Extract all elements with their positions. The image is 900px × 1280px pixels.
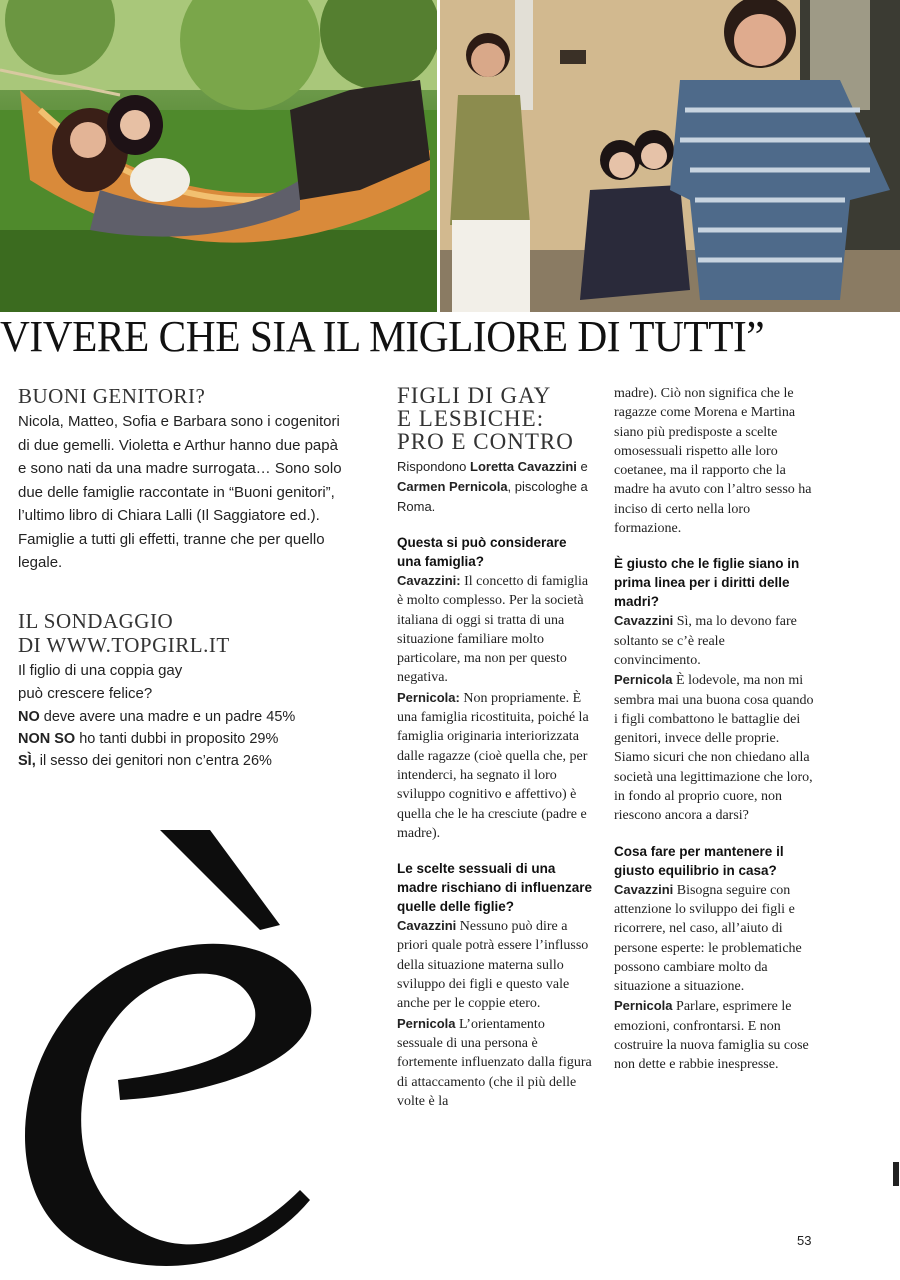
answer-3-pernicola: Pernicola È lodevole, ma non mi sembra mai una buona cosa quando i figli combattono le battaglie dei genitori, invece delle proprie. Siamo sicuri che non chiedano alla società una legittimazione che loro, in fondo al proprio cuore, non riescono ancora a darsi? — [614, 672, 814, 824]
answer-2-pernicola: Pernicola L’orientamento sessuale di una persona è fortemente influenzato dalla figura di attaccamento (che il più delle volte è la — [397, 1015, 592, 1109]
article-title-line2: E LESBICHE: — [397, 406, 545, 431]
answer-4-pernicola: Pernicola Parlare, esprimere le emozioni, confrontarsi. E non costruire la nuova famiglia su cose non dette e rabbie inespresse. — [614, 998, 809, 1073]
edge-mark — [893, 1162, 899, 1186]
answer-3-cavazzini: Cavazzini Sì, ma lo devono fare soltanto se c’è reale convincimento. — [614, 613, 797, 668]
answer-2-cavazzini: Cavazzini Nessuno può dire a priori quale potrà essere l’influsso della situazione materna sullo sviluppo dei figli e questo vale anche per le coppie etero. — [397, 918, 589, 1012]
question-2: Le scelte sessuali di una madre rischiano di influenzare quelle delle figlie? — [397, 861, 593, 915]
poll-answer-dontknow: NON SO ho tanti dubbi in proposito 29% — [18, 730, 279, 747]
article-intro: Rispondono Loretta Cavazzini e Carmen Pernicola, piscologhe a Roma. — [397, 459, 588, 514]
question-3: È giusto che le figlie siano in prima linea per i diritti delle madri? — [614, 556, 800, 610]
box-text: Nicola, Matteo, Sofia e Barbara sono i cogenitori di due gemelli. Violetta e Arthur hanno due papà e sono nati da una madre surrogata… Sono solo due delle famiglie raccontate in “Buoni genitori”, l’ultimo libro di Chiara Lalli (Il Saggiatore ed.). Famiglie a tutti gli effetti, tranne che per quello legale. — [18, 413, 342, 571]
answer-2-pernicola-continued: madre). Ciò non significa che le ragazze come Morena e Martina siano più predisposte a scelte omosessuali rispetto alle loro coetanee, ma il rapporto che la madre ha avuto con l’altro sesso ha inciso di certo nella loro formazione. — [614, 386, 812, 537]
article-column-1 — [397, 384, 593, 1111]
box-title: BUONI GENITORI? — [18, 384, 206, 408]
sidebar-column — [18, 384, 348, 772]
poll-title-line2: DI WWW.TOPGIRL.IT — [18, 632, 230, 657]
article-column-2 — [614, 384, 814, 1075]
photo-hammock — [0, 0, 437, 312]
answer-1-pernicola: Pernicola: Non propriamente. È una famiglia ricostituita, poiché la famiglia originaria interiorizzata dalle ragazze (cioè quella che, per intenderci, ha segnato il loro sviluppo cognitivo e affettivo) è quella che le ha cresciute (padre e madre). — [397, 689, 589, 841]
decorative-letter-e-grave — [10, 830, 340, 1270]
page-number: 53 — [797, 1233, 812, 1248]
answer-1-cavazzini: Cavazzini: Il concetto di famiglia è molto complesso. Per la società italiana di oggi si tratta di una situazione familiare molto particolare, ma non per questo negativa. — [397, 573, 589, 686]
article-title-line3: PRO E CONTRO — [397, 429, 574, 454]
question-1: Questa si può considerare una famiglia? — [397, 535, 567, 569]
article-title-line1: FIGLI DI GAY — [397, 383, 552, 408]
poll-title-line1: IL SONDAGGIO — [18, 608, 174, 633]
poll-answer-no: NO deve avere una madre e un padre 45% — [18, 708, 296, 725]
poll-answer-yes: SÌ, il sesso dei genitori non c’entra 26% — [18, 752, 272, 769]
answer-4-cavazzini: Cavazzini Bisogna seguire con attenzione lo sviluppo dei figli e ricorrere, nel caso, all’aiuto di persone esperte: le problematiche possono cambiare molto da situazione a situazione. — [614, 881, 802, 995]
poll-question: Il figlio di una coppia gay può crescere felice? — [18, 661, 183, 702]
headline: VIVERE CHE SIA IL MIGLIORE DI TUTTI” — [0, 312, 765, 361]
photo-family — [440, 0, 900, 312]
question-4: Cosa fare per mantenere il giusto equilibrio in casa? — [614, 843, 784, 878]
